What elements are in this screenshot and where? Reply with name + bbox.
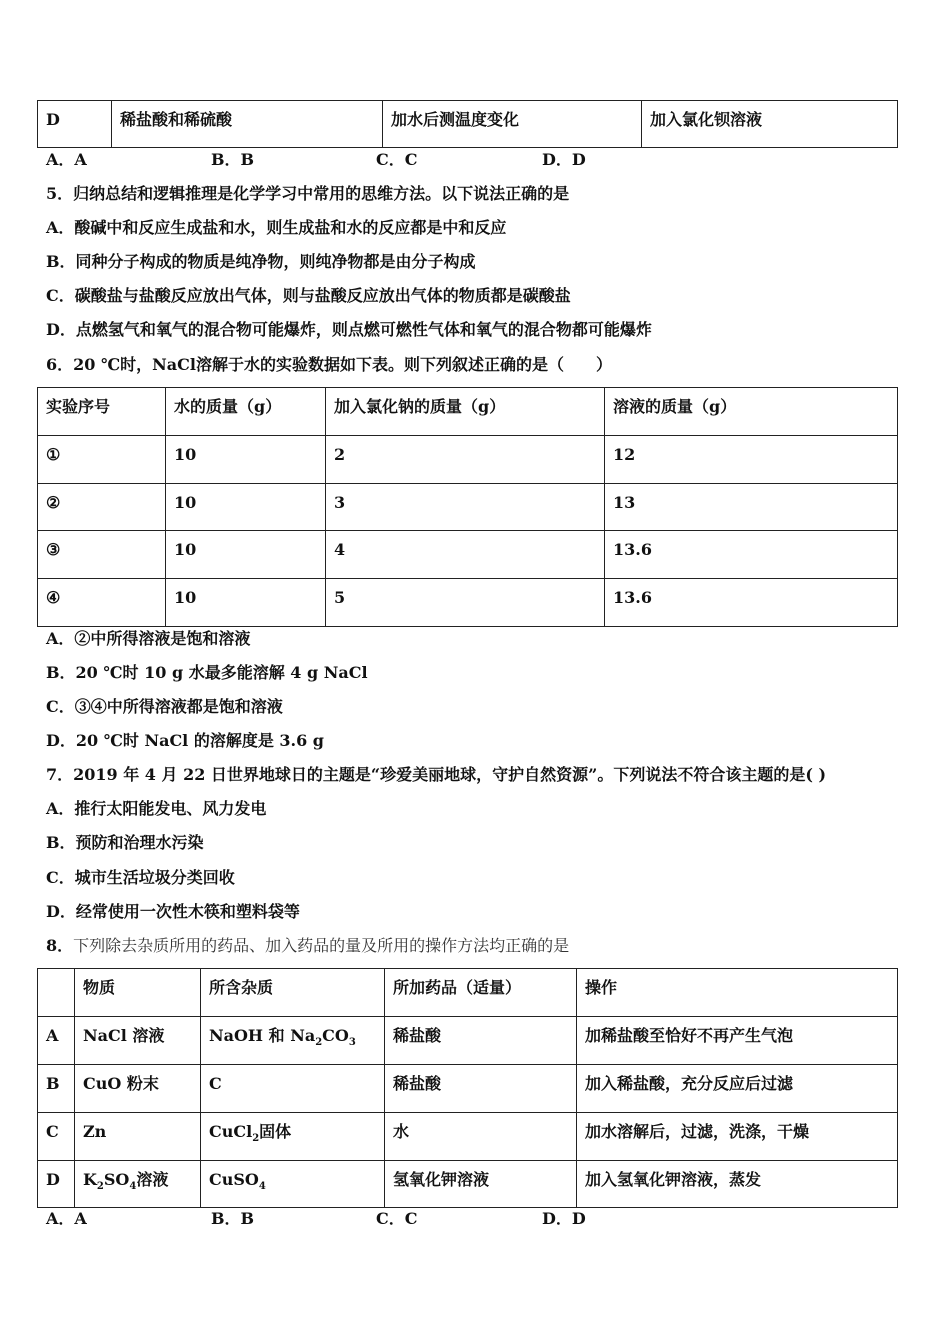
q7-stem: 7．2019 年 4 月 22 日世界地球日的主题是“珍爱美丽地球，守护自然资源”。下列说法不符合该主题的是( ) xyxy=(46,765,827,784)
q8-stem-line xyxy=(46,934,569,958)
reagent-cell: 稀盐酸 xyxy=(385,1017,577,1065)
table-cell: 10 xyxy=(166,436,326,484)
table-cell: ④ xyxy=(38,579,166,627)
row-label: C xyxy=(38,1113,75,1161)
option-a[interactable]: A．A xyxy=(46,1209,87,1228)
substance-cell: CuO 粉末 xyxy=(75,1065,201,1113)
table-cell: 10 xyxy=(166,484,326,531)
q7-option-d[interactable]: D．经常使用一次性木筷和塑料袋等 xyxy=(46,902,300,921)
q7-option-b[interactable]: B．预防和治理水污染 xyxy=(46,833,204,852)
reagent-cell: 氢氧化钾溶液 xyxy=(385,1161,577,1208)
q6-option-d[interactable]: D．20 ℃时 NaCl 的溶解度是 3.6 g xyxy=(46,731,324,750)
q6-option-b[interactable]: B．20 ℃时 10 g 水最多能溶解 4 g NaCl xyxy=(46,663,368,682)
table-cell: 10 xyxy=(166,579,326,627)
table-cell: 5 xyxy=(326,579,605,627)
table-header xyxy=(38,969,75,1017)
row-label: D xyxy=(38,1161,75,1208)
table-row xyxy=(38,1065,898,1113)
table-cell: 3 xyxy=(326,484,605,531)
q8-table xyxy=(37,968,898,1208)
table-cell: 13.6 xyxy=(605,531,898,579)
table-row xyxy=(38,1017,898,1065)
q6-table xyxy=(37,387,898,627)
q6-option-c[interactable]: C．③④中所得溶液都是饱和溶液 xyxy=(46,697,283,716)
option-d[interactable]: D．D xyxy=(542,150,586,169)
operation-cell: 加入氢氧化钾溶液，蒸发 xyxy=(577,1161,898,1208)
q6-stem: 6．20 ℃时，NaCl溶解于水的实验数据如下表。则下列叙述正确的是（ ） xyxy=(46,355,612,374)
table-row xyxy=(38,579,898,627)
table-cell: 13 xyxy=(605,484,898,531)
q7-option-c[interactable]: C．城市生活垃圾分类回收 xyxy=(46,868,235,887)
table-cell: 2 xyxy=(326,436,605,484)
q8-stem: 下列除去杂质所用的药品、加入药品的量及所用的操作方法均正确的是 xyxy=(73,936,570,955)
table-header: 实验序号 xyxy=(38,388,166,436)
operation-cell: 加水溶解后，过滤，洗涤，干燥 xyxy=(577,1113,898,1161)
table-header: 所加药品（适量） xyxy=(385,969,577,1017)
impurity-cell: CuSO$_4$ xyxy=(201,1161,385,1208)
table-cell: D xyxy=(38,101,112,148)
q8-number: 8． xyxy=(46,936,74,955)
table-row xyxy=(38,531,898,579)
q5-option-b[interactable]: B．同种分子构成的物质是纯净物，则纯净物都是由分子构成 xyxy=(46,252,476,271)
table-header-row xyxy=(38,969,898,1017)
table-cell: 4 xyxy=(326,531,605,579)
top-table xyxy=(37,100,898,148)
table-cell: 13.6 xyxy=(605,579,898,627)
table-row xyxy=(38,484,898,531)
table-cell: ③ xyxy=(38,531,166,579)
q6-option-a[interactable]: A．②中所得溶液是饱和溶液 xyxy=(46,629,251,648)
table-header: 操作 xyxy=(577,969,898,1017)
impurity-cell: CuCl$_2$固体 xyxy=(201,1113,385,1161)
operation-cell: 加稀盐酸至恰好不再产生气泡 xyxy=(577,1017,898,1065)
table-row xyxy=(38,1161,898,1208)
q5-option-d[interactable]: D．点燃氢气和氧气的混合物可能爆炸，则点燃可燃性气体和氧气的混合物都可能爆炸 xyxy=(46,320,652,339)
q5-option-c[interactable]: C．碳酸盐与盐酸反应放出气体，则与盐酸反应放出气体的物质都是碳酸盐 xyxy=(46,286,571,305)
row-label: A xyxy=(38,1017,75,1065)
option-c[interactable]: C．C xyxy=(376,1209,418,1228)
option-a[interactable]: A．A xyxy=(46,150,87,169)
option-c[interactable]: C．C xyxy=(376,150,418,169)
table-header: 所含杂质 xyxy=(201,969,385,1017)
reagent-cell: 水 xyxy=(385,1113,577,1161)
substance-cell: $K_2SO_4$溶液 xyxy=(75,1161,201,1208)
impurity-cell: C xyxy=(201,1065,385,1113)
option-b[interactable]: B．B xyxy=(211,150,255,169)
table-cell: 加入氯化钡溶液 xyxy=(642,101,898,148)
substance-cell: NaCl 溶液 xyxy=(75,1017,201,1065)
row-label: B xyxy=(38,1065,75,1113)
table-cell: 稀盐酸和稀硫酸 xyxy=(112,101,383,148)
q5-stem: 5．归纳总结和逻辑推理是化学学习中常用的思维方法。以下说法正确的是 xyxy=(46,184,570,203)
reagent-cell: 稀盐酸 xyxy=(385,1065,577,1113)
table-header: 物质 xyxy=(75,969,201,1017)
table-cell: ① xyxy=(38,436,166,484)
table-row xyxy=(38,1113,898,1161)
table-cell: 加水后测温度变化 xyxy=(383,101,642,148)
operation-cell: 加入稀盐酸，充分反应后过滤 xyxy=(577,1065,898,1113)
q5-option-a[interactable]: A．酸碱中和反应生成盐和水，则生成盐和水的反应都是中和反应 xyxy=(46,218,507,237)
table-header: 加入氯化钠的质量（g） xyxy=(326,388,605,436)
table-row xyxy=(38,436,898,484)
table-header: 水的质量（g） xyxy=(166,388,326,436)
impurity-cell: NaOH 和 $Na_2CO_3$ xyxy=(201,1017,385,1065)
table-cell: 12 xyxy=(605,436,898,484)
table-header: 溶液的质量（g） xyxy=(605,388,898,436)
substance-cell: Zn xyxy=(75,1113,201,1161)
table-cell: 10 xyxy=(166,531,326,579)
table-header-row xyxy=(38,388,898,436)
table-row xyxy=(38,101,898,148)
table-cell: ② xyxy=(38,484,166,531)
option-d[interactable]: D．D xyxy=(542,1209,586,1228)
q7-option-a[interactable]: A．推行太阳能发电、风力发电 xyxy=(46,799,267,818)
option-b[interactable]: B．B xyxy=(211,1209,255,1228)
